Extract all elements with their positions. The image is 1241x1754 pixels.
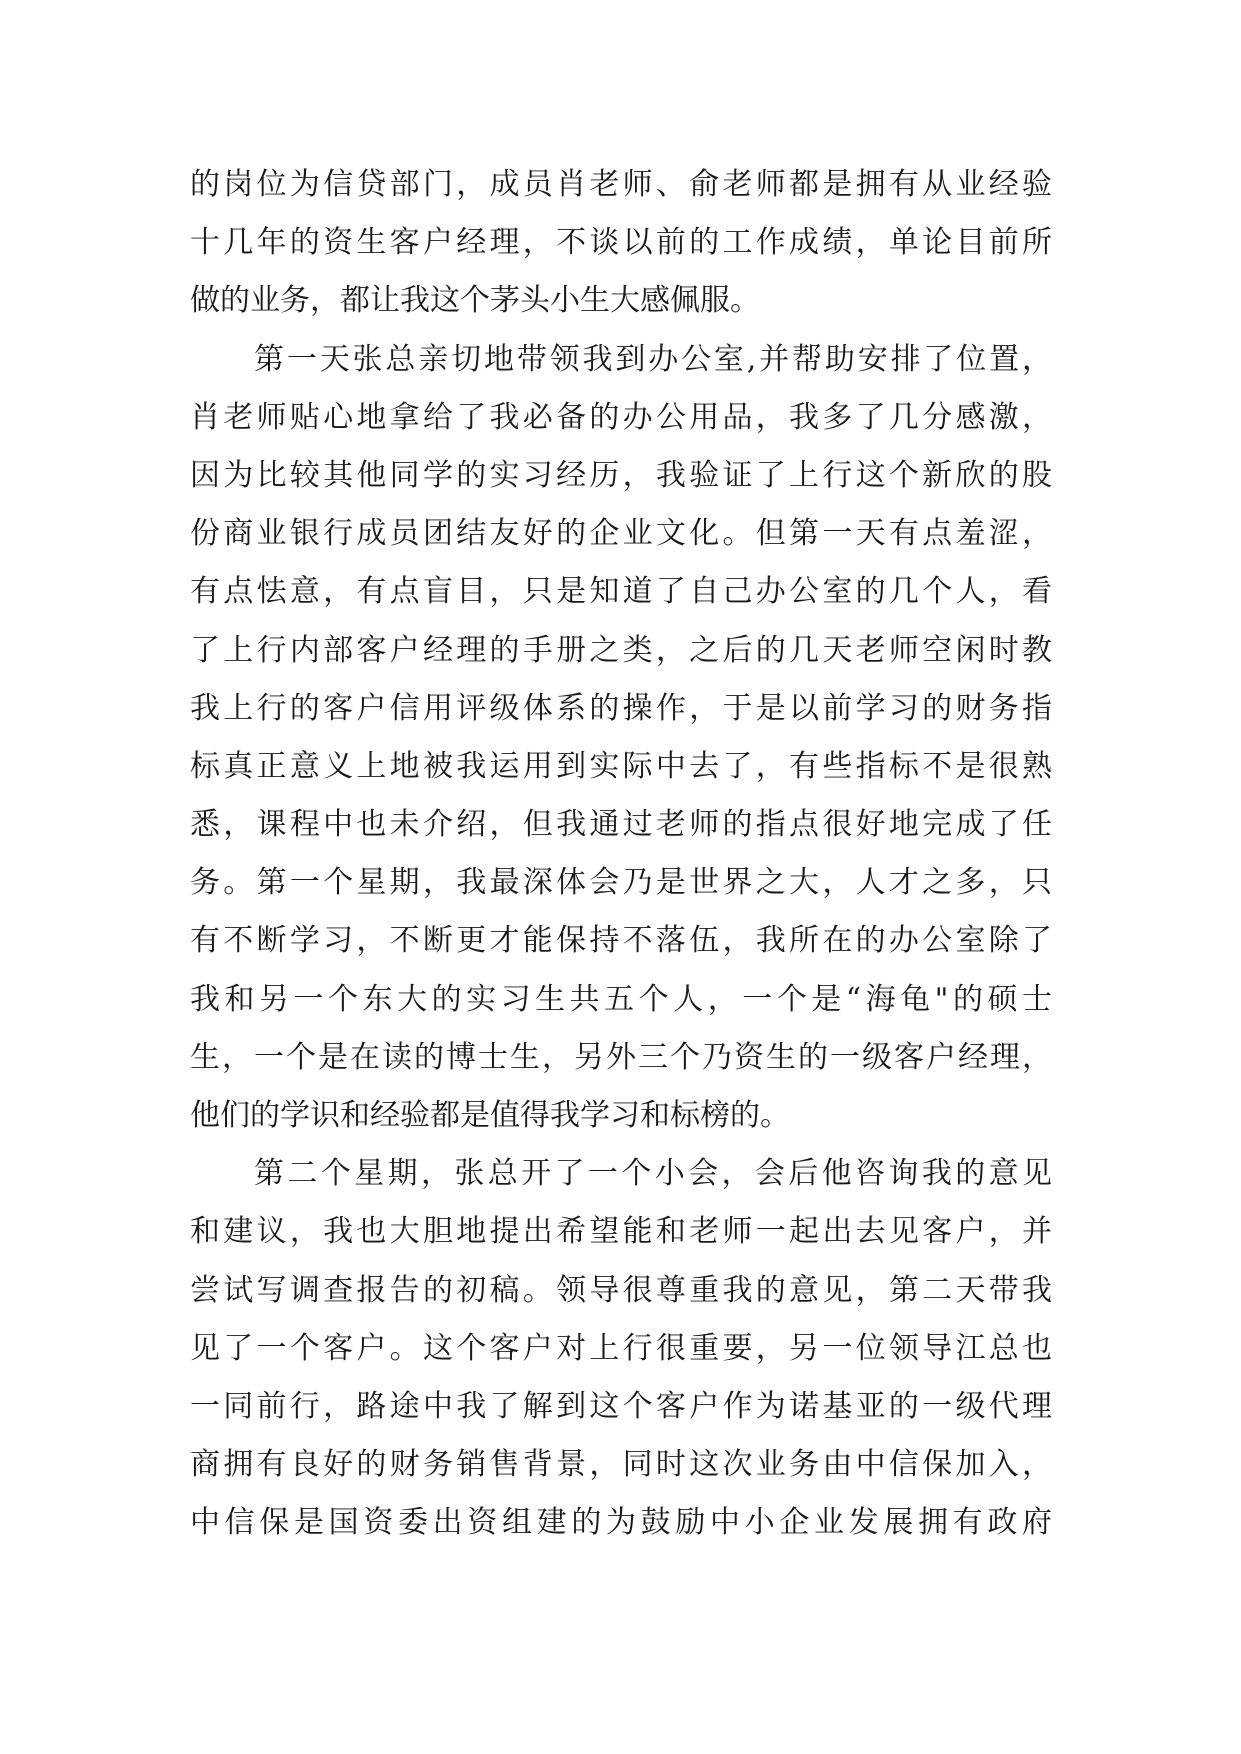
text-line: 我和另一个东大的实习生共五个人，一个是“海龟"的硕士	[190, 981, 1052, 1017]
text-line: 第一天张总亲切地带领我到办公室,并帮助安排了位置，	[254, 341, 1052, 377]
text-line: 尝试写调查报告的初稿。领导很尊重我的意见，第二天带我	[190, 1272, 1052, 1308]
text-line: 务。第一个星期，我最深体会乃是世界之大，人才之多，只	[190, 865, 1052, 901]
text-line: 份商业银行成员团结友好的企业文化。但第一天有点羞涩，	[190, 516, 1052, 552]
text-line: 十几年的资生客户经理，不谈以前的工作成绩，单论目前所	[190, 225, 1052, 261]
text-line: 的岗位为信贷部门，成员肖老师、俞老师都是拥有从业经验	[190, 167, 1052, 202]
text-line: 和建议，我也大胆地提出希望能和老师一起出去见客户，并	[190, 1214, 1052, 1250]
text-line: 了上行内部客户经理的手册之类，之后的几天老师空闲时教	[190, 632, 1052, 668]
text-line: 做的业务，都让我这个茅头小生大感佩服。	[190, 283, 760, 319]
text-line: 有点怯意，有点盲目，只是知道了自己办公室的几个人，看	[190, 574, 1052, 610]
text-line: 我上行的客户信用评级体系的操作，于是以前学习的财务指	[190, 690, 1052, 726]
text-line: 因为比较其他同学的实习经历，我验证了上行这个新欣的股	[190, 457, 1052, 493]
text-line: 一同前行，路途中我了解到这个客户作为诺基亚的一级代理	[190, 1388, 1052, 1424]
text-line: 标真正意义上地被我运用到实际中去了，有些指标不是很熟	[190, 748, 1052, 784]
text-line: 第二个星期，张总开了一个小会，会后他咨询我的意见	[254, 1156, 1052, 1192]
text-line: 悉，课程中也未介绍，但我通过老师的指点很好地完成了任	[190, 807, 1052, 843]
text-line: 见了一个客户。这个客户对上行很重要，另一位领导江总也	[190, 1330, 1052, 1366]
text-line: 生，一个是在读的博士生，另外三个乃资生的一级客户经理，	[190, 1039, 1052, 1075]
text-line: 商拥有良好的财务销售背景，同时这次业务由中信保加入，	[190, 1447, 1052, 1483]
text-line: 他们的学识和经验都是值得我学习和标榜的。	[190, 1098, 790, 1133]
text-line: 中信保是国资委出资组建的为鼓励中小企业发展拥有政府	[190, 1505, 1052, 1541]
document-body	[190, 156, 1052, 1553]
text-line: 肖老师贴心地拿给了我必备的办公用品，我多了几分感激，	[190, 399, 1052, 435]
text-line: 有不断学习，不断更才能保持不落伍，我所在的办公室除了	[190, 923, 1052, 959]
